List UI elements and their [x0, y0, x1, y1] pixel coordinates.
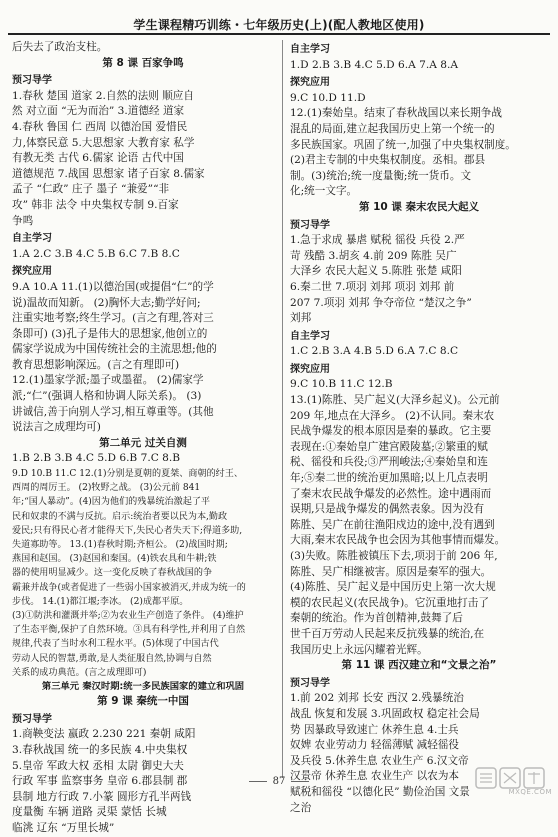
footer-dash-right	[291, 781, 309, 782]
right-section-heading: 自主学习	[290, 330, 330, 342]
left-text-line: 1.A 2.C 3.B 4.C 5.B 6.C 7.B 8.C	[12, 247, 180, 260]
right-text-line: 陈胜、吴广在前往渔阳戍边的途中,没有遇到	[290, 518, 495, 531]
right-section-heading: 探究应用	[290, 363, 330, 375]
left-text-line: 孟子 “仁政” 庄子 墨子 “兼爱”“非	[12, 183, 170, 196]
right-text-line: 了秦末农民战争爆发的必然性。途中遇雨而	[290, 487, 492, 500]
right-text-line: 民战争爆发的根本原因是秦的暴政。它主要	[290, 425, 492, 438]
right-text-line: 制。(3)统治;统一度量衡;统一货币。文	[290, 169, 472, 182]
watermark-logo	[474, 766, 552, 796]
left-text-line: 霸兼并战争(或者促进了一些弱小国家被消灭,并成为统一的	[12, 582, 246, 593]
right-text-line: 世千百万劳动人民起来反抗残暴的统治,在	[290, 627, 485, 640]
right-text-line: 税、徭役和兵役;③严刑峻法;④秦始皇和连	[290, 456, 488, 469]
right-text-line: 207 7.项羽 刘邦 争夺帝位 “楚汉之争”	[290, 296, 472, 309]
right-text-line: (3)失败。陈胜被镇压下去,项羽于前 206 年,	[290, 550, 498, 562]
right-text-line: 年;⑤秦二世的统治更加黑暗;以上几点表明	[290, 472, 488, 485]
right-section-heading: 自主学习	[290, 44, 330, 55]
right-text-line: 势 因暴政导致速亡 休养生息 4.士兵	[290, 723, 459, 736]
header-title: 学生课程精巧训练・七年级历史(上)(配人教地区使用)	[133, 18, 425, 32]
right-text-line: 9.C 10.B 11.C 12.B	[290, 378, 393, 391]
left-section-heading: 自主学习	[12, 233, 52, 245]
left-text-line: 9.A 10.A 11.(1)以德治国(或提倡“仁”的学	[12, 280, 214, 293]
right-text-line: 大雨,秦末农民战争也会因为其他事情而爆发。	[290, 534, 506, 547]
footer-dash-left	[249, 781, 267, 782]
left-text-line: 燕国和赵国。 (3)赵国和秦国。(4)铁农具和牛耕;铁	[12, 554, 217, 565]
right-lesson-title: 第 11 课 西汉建立和“文景之治”	[341, 659, 497, 672]
right-text-line: 模的农民起义(农民战争)。它沉重地打击了	[290, 596, 489, 609]
left-text-line: 规律,代表了当时水利工程水平。(5)体现了中国古代	[12, 639, 219, 650]
left-text-line: 失道寡助等。 13.(1)春秋时期;齐桓公。 (2)战国时期;	[12, 540, 228, 551]
right-section-heading: 预习导学	[290, 677, 330, 689]
left-text-line: 4.春秋 鲁国 仁 西周 以德治国 爱惜民	[12, 120, 188, 133]
right-text-line: 12.(1)秦始皇。结束了春秋战国以来长期争战	[290, 107, 502, 120]
left-text-line: (3)①防洪和灌溉并举;②为农业生产创造了条件。 (4)维护	[12, 611, 244, 622]
left-section-heading: 预习导学	[12, 713, 52, 725]
right-text-line: 我国历史上永远闪耀着光辉。	[290, 643, 428, 656]
left-text-line: 临洮 辽东 “万里长城”	[12, 822, 115, 835]
left-text-line: 儒家学说成为中国传统社会的主流思想;他的	[12, 343, 217, 356]
left-text-line: 1.B 2.B 3.B 4.C 5.D 6.B 7.C 8.B	[12, 452, 181, 465]
right-text-line: 战乱 恢复和发展 3.巩固政权 稳定社会局	[290, 707, 480, 720]
left-text-line: 县制 地方行政 7.小篆 圆形方孔半两钱	[12, 790, 192, 803]
right-text-line: 1.C 2.B 3.A 4.B 5.D 6.A 7.C 8.C	[290, 345, 459, 358]
left-section-heading: 预习导学	[12, 75, 52, 87]
left-text-line: 力,体察民意 5.大思想家 大教育家 私学	[12, 136, 195, 149]
left-text-line: 争鸣	[12, 214, 34, 227]
left-text-line: 民和奴隶的不满与反抗。启示:统治者要以民为本,勤政	[12, 511, 228, 522]
left-text-line: 行政 军事 监察事务 皇帝 6.郡县制 郡	[12, 775, 188, 788]
right-text-line: 1.前 202 刘邦 长安 西汉 2.残暴统治	[290, 692, 464, 705]
left-text-line: 说)温故而知新。 (2)胸怀大志;勤学好问;	[12, 296, 201, 309]
right-text-line: 1.D 2.B 3.B 4.C 5.D 6.A 7.A 8.A	[290, 58, 459, 71]
left-text-line: 注重实地考察;终生学习。(言之有理,答对三	[12, 312, 214, 325]
left-text-line: 然 对立面 “无为而治” 3.道德经 道家	[12, 105, 185, 118]
page-number: 87	[272, 776, 286, 787]
left-text-line: 9.D 10.B 11.C 12.(1)分别是夏朝的夏桀、商朝的纣王、	[12, 469, 243, 480]
left-text-line: 讲诚信,善于向别人学习,相互尊重等。(其他	[12, 405, 214, 418]
right-text-line: 刘邦	[290, 312, 312, 325]
left-unit-title: 第三单元 秦汉时期:统一多民族国家的建立和巩固	[41, 681, 245, 693]
left-text-line: 有教无类 古代 6.儒家 论语 古代中国	[12, 152, 184, 165]
left-text-line: 道德规范 7.战国 思想家 诸子百家 8.儒家	[12, 167, 205, 180]
right-lesson-title: 第 10 课 秦末农民大起义	[358, 200, 480, 213]
column-divider	[282, 40, 283, 778]
right-text-line: 表现在:①秦始皇广建宫殿陵墓;②繁重的赋	[290, 440, 488, 453]
right-text-line: 大泽乡 农民大起义 5.陈胜 张楚 咸阳	[290, 265, 462, 278]
right-text-line: 奴婢 农业劳动力 轻徭薄赋 减轻徭役	[290, 739, 460, 752]
right-text-line: 赋税和徭役 “以德化民” 勤俭治国 文景	[290, 785, 470, 798]
left-text-line: 攻” 韩非 法令 中央集权专制 9.百家	[12, 198, 179, 211]
left-lesson-title: 第 8 课 百家争鸣	[102, 56, 184, 69]
right-text-line: 6.秦二世 7.项羽 刘邦 项羽 刘邦 前	[290, 280, 455, 293]
right-text-line: (2)君主专制的中央集权制度。丞相。郡县	[290, 154, 486, 167]
left-text-line: 了生态平衡,保护了自然环境。③具有科学性,并利用了自然	[12, 625, 246, 636]
left-text-line: 条即可) (3)孔子是伟大的思想家,他创立的	[12, 327, 208, 340]
watermark-stamp-icon	[474, 766, 552, 790]
right-text-line: (4)陈胜、吴广起义是中国历史上第一次大规	[290, 581, 496, 594]
right-text-line: 209 年,地点在大泽乡。 (2)不认同。秦末农	[290, 409, 495, 422]
left-text-line: 劳动人民的智慧,勇敢,是人类征服自然,协调与自然	[12, 653, 212, 664]
right-text-line: 及兵役 5.休养生息 农业生产 6.汉文帝	[290, 754, 469, 767]
left-text-line: 关系的成功典范。(言之成理即可)	[12, 667, 147, 678]
left-lesson-title: 第 9 课 秦统一中国	[97, 695, 189, 708]
left-text-line: 西周的周厉王。 (2)牧野之战。 (3)公元前 841	[12, 483, 201, 494]
right-text-line: 之治	[290, 801, 312, 814]
left-text-line: 5.皇帝 军政大权 丞相 太尉 御史大夫	[12, 759, 184, 772]
header-rule	[8, 33, 550, 35]
right-text-line: 1.急于求成 暴虐 赋税 徭役 兵役 2.严	[290, 234, 465, 247]
right-column	[290, 40, 548, 816]
left-section-heading: 探究应用	[12, 266, 52, 278]
right-text-line: 陈胜、吴广相继被害。原因是秦军的强大。	[290, 565, 492, 578]
right-section-heading: 探究应用	[290, 77, 330, 89]
right-section-heading: 预习导学	[290, 219, 330, 231]
page-header	[0, 0, 558, 36]
right-text-line: 多民族国家。巩固了统一,加强了中央集权制度。	[290, 138, 516, 151]
right-text-line: 混乱的局面,建立起我国历史上第一个统一的	[290, 122, 495, 135]
left-unit-title: 第二单元 过关自测	[99, 436, 187, 449]
left-text-line: 步伐。 14.(1)都江堰;李冰。 (2)成都平原。	[12, 596, 189, 607]
left-text-line: 教育思想影响深远。(言之有理即可)	[12, 358, 180, 371]
right-text-line: 误期,只是战争爆发的偶然表象。因为没有	[290, 503, 485, 516]
right-text-line: 化;统一文字。	[290, 185, 358, 198]
right-text-line: 13.(1)陈胜、吴广起义(大泽乡起义)。公元前	[290, 394, 500, 407]
right-text-line: 9.C 10.D 11.D	[290, 91, 366, 104]
left-text-line: 度量衡 车辆 道路 灵渠 蒙恬 长城	[12, 806, 167, 819]
left-text-line: 爱民;只有得民心者才能得天下,失民心者失天下;得道多助,	[12, 525, 243, 536]
left-text-line: 1.春秋 楚国 道家 2.自然的法则 顺应自	[12, 89, 194, 102]
left-text-line: 器的使用明显减少。这一变化反映了春秋战国的争	[12, 568, 213, 579]
left-text-line: 3.春秋战国 统一的多民族 4.中央集权	[12, 744, 188, 757]
right-text-line: 苛 残酷 3.胡亥 4.前 209 陈胜 吴广	[290, 249, 457, 262]
right-text-line: 汉景帝 休养生息 农业生产 以农为本	[290, 770, 460, 783]
left-text-line: 年;“国人暴动”。(4)因为他们的残暴统治激起了平	[12, 497, 211, 508]
left-text-line: 说法言之成理均可)	[12, 421, 101, 434]
watermark-text: MXQE.COM	[508, 788, 552, 796]
left-text-line: 1.商鞅变法 嬴政 2.230 221 秦朝 咸阳	[12, 728, 196, 741]
left-text-line: 12.(1)墨家学派;墨子或墨翟。 (2)儒家学	[12, 374, 204, 387]
right-text-line: 秦朝的统治。作为首创精神,鼓舞了后	[290, 612, 463, 625]
left-text-line: 后失去了政治支柱。	[12, 41, 108, 53]
left-column	[12, 40, 274, 837]
left-text-line: 派;“仁”(强调人格和协调人际关系)。 (3)	[12, 390, 202, 403]
